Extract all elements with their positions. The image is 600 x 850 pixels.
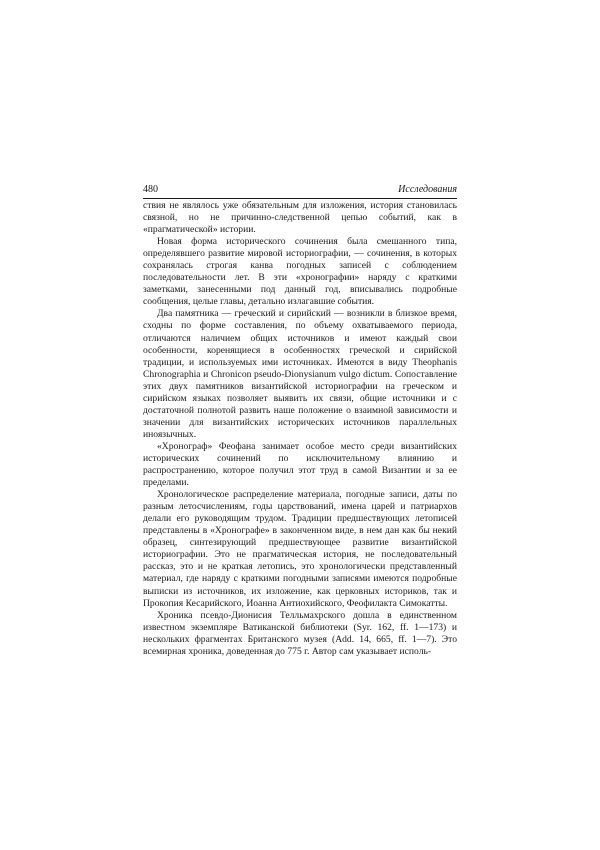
paragraph: Хроника псевдо-Дионисия Телльмахрского дошла в единственном известном экземпляре Ватиканской библиотеки (Syr. 162, ff. 1—173) и нескольких фрагментах Британского музея (Add. 14, 665, ff. 1—7). Это всемирная хроника, доведенная до 775 г. Автор сам указывает исполь- [143, 609, 457, 657]
running-head [143, 184, 457, 199]
paragraph: Два памятника — греческий и сирийский — возникли в близкое время, сходны по форме составления, по объему охватываемого периода, отличаются наличием общих источников и имеют каждый свои особенности, коренящиеся в особенностях греческой и сирийской традиции, и используемых ими источниках. Имеются в виду Theophanis Chronographia и Chronicon pseudo-Dionysianum vulgo dictum. Сопоставление этих двух памятников византийской историографии на греческом и сирийском языках позволяет выявить их связи, общие источники и с достаточной полнотой развить наше положение о взаимной зависимости и значении для византийских исторических источников параллельных иноязычных. [143, 308, 457, 440]
paragraph: «Хронограф» Феофана занимает особое место среди византийских исторических сочинений по исключительному влиянию и распространению, которое получил этот труд в самой Византии и за ее пределами. [143, 440, 457, 489]
paragraph: Новая форма исторического сочинения была смешанного типа, определявшего развитие мировой историографии, — сочинения, в которых сохранялась строгая канва погодных записей с соблюдением последовательности лет. В эти «хронографии» наряду с краткими заметками, занесенными под данный год, вписывались подробные сообщения, целые главы, детально излагавшие события. [143, 236, 457, 308]
body-text [143, 200, 457, 658]
page-number: 480 [143, 184, 158, 195]
paragraph-continuation: ствия не являлось уже обязательным для изложения, история становилась связной, но не причинно-следственной цепью событий, как в «прагматической» истории. [143, 200, 457, 236]
paragraph: Хронологическое распределение материала, погодные записи, даты по разным летосчислениям, годы царствований, имена царей и патриархов делали его руководящим трудом. Традиции предшествующих летописей представлены в «Хронографе» в законченном виде, в нем дан как бы некий образец, синтезирующий предшествующее развитие византийской историографии. Это не прагматическая история, не последовательный рассказ, это и не краткая летопись, это хронологически представленный материал, где наряду с краткими погодными записями имеются подробные выписки из источников, их изложение, как церковных историков, так и Прокопия Кесарийского, Иоанна Антиохийского, Феофилакта Симокатты. [143, 489, 457, 609]
book-page [143, 184, 457, 658]
section-title: Исследования [398, 184, 457, 195]
